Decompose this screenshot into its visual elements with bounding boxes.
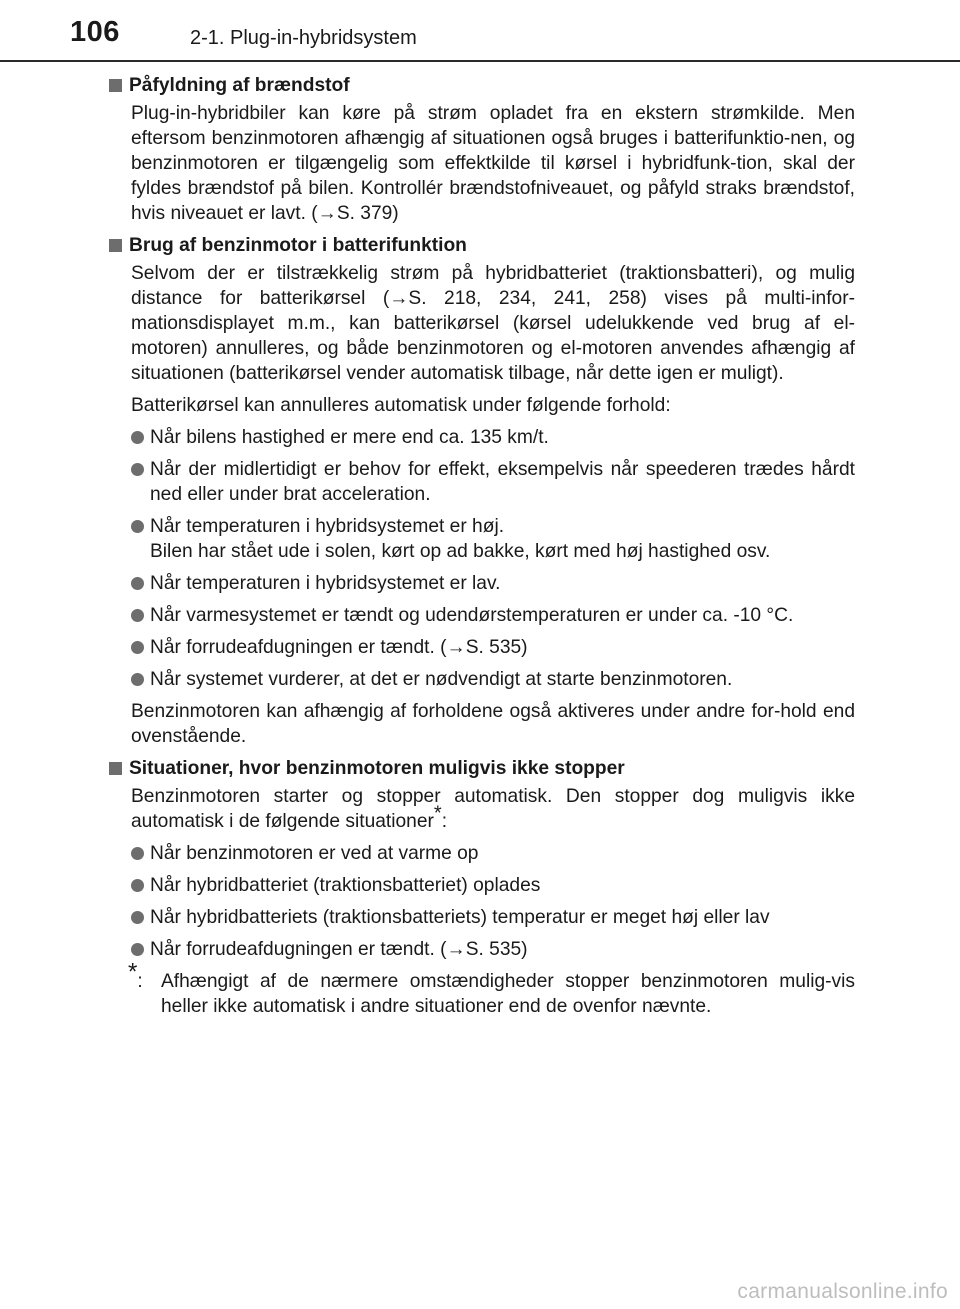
list-item [131,457,855,507]
section-engine-in-battery-mode [109,233,855,749]
asterisk-mark: * [433,802,442,825]
list-item [131,603,855,628]
circle-bullet-icon [131,431,144,444]
header-rule [0,60,960,62]
circle-bullet-icon [131,847,144,860]
list-item-text: Når systemet vurderer, at det er nødvendigt at starte benzinmotoren. [150,669,733,690]
paragraph-text: Benzinmotoren starter og stopper automatisk. Den stopper dog muligvis ikke automatisk i de følgende situationer [131,786,855,832]
footnote-colon: : [137,971,143,992]
section-heading [109,73,855,98]
circle-bullet-icon [131,641,144,654]
square-bullet-icon [109,79,122,92]
circle-bullet-icon [131,673,144,686]
section-heading [109,756,855,781]
circle-bullet-icon [131,943,144,956]
list-item-text: Når hybridbatteriet (traktionsbatteriet) oplades [150,875,541,896]
square-bullet-icon [109,762,122,775]
section-title: 2-1. Plug-in-hybridsystem [190,27,417,49]
list-item-text: Når hybridbatteriets (traktionsbatteriets) temperatur er meget høj eller lav [150,907,770,928]
list-item [131,667,855,692]
circle-bullet-icon [131,609,144,622]
paragraph: Selvom der er tilstrækkelig strøm på hybridbatteriet (traktionsbatteri), og mulig distance for batterikørsel (→S. 218, 234, 241, 258) vises på multi-infor-mationsdisplayet m.m., kan batterikørsel (kørsel udelukkende ved brug af el-motoren) annulleres, og både benzinmotoren og el-motoren anvendes afhængig af situationen (batterikørsel vender automatisk tilbage, når dette igen er muligt). [131,263,855,384]
section-heading-text: Brug af benzinmotor i batterifunktion [129,235,467,256]
circle-bullet-icon [131,911,144,924]
paragraph [131,784,855,834]
list-item [131,635,855,660]
list-item-text: Når benzinmotoren er ved at varme op [150,843,479,864]
paragraph: Batterikørsel kan annulleres automatisk under følgende forhold: [131,395,671,416]
list-item [131,841,855,866]
list-item-text: Når varmesystemet er tændt og udendørstemperaturen er under ca. -10 °C. [150,605,794,626]
paragraph: Plug-in-hybridbiler kan køre på strøm opladet fra en ekstern strømkilde. Men eftersom benzinmotoren afhængig af situationen også bruges i batterifunktio-nen, og benzinmotoren er tilgængelig som effektkilde til kørsel i hybridfunk-tion, skal der fyldes brændstof på bilen. Kontrollér brændstofniveauet, og påfyld straks brændstof, hvis niveauet er lavt. (→S. 379) [131,103,855,224]
list-item-text: Når temperaturen i hybridsystemet er lav. [150,573,501,594]
circle-bullet-icon [131,879,144,892]
section-heading-text: Situationer, hvor benzinmotoren muligvis ikke stopper [129,758,625,779]
footnote-mark [128,958,161,1019]
circle-bullet-icon [131,577,144,590]
page-number: 106 [70,16,120,48]
section-heading [109,233,855,258]
section-engine-may-not-stop [109,756,855,1019]
list-item-text [150,514,855,564]
page-header [0,0,960,62]
asterisk-mark: * [128,958,138,986]
paragraph-colon: : [441,811,448,832]
list-item [131,873,855,898]
list-item-text: Når der midlertidigt er behov for effekt, eksempelvis når speederen trædes hårdt ned eller under brat acceleration. [150,459,855,505]
list-item [131,571,855,596]
circle-bullet-icon [131,463,144,476]
list-item [131,425,855,450]
square-bullet-icon [109,239,122,252]
section-heading-text: Påfyldning af brændstof [129,75,350,96]
circle-bullet-icon [131,520,144,533]
section-refueling [109,73,855,226]
list-item-text: Når bilens hastighed er mere end ca. 135 km/t. [150,427,549,448]
list-item-text: Når forrudeafdugningen er tændt. (→S. 535) [150,939,528,960]
list-item-line: Når temperaturen i hybridsystemet er høj. [150,516,505,537]
watermark: carmanualsonline.info [737,1280,948,1303]
list-item [131,905,855,930]
list-item [131,514,855,564]
paragraph: Benzinmotoren kan afhængig af forholdene også aktiveres under andre for-hold end ovenstående. [131,701,855,747]
page-content [109,73,855,1019]
list-item [131,937,855,962]
footnote-text: Afhængigt af de nærmere omstændigheder stopper benzinmotoren mulig-vis heller ikke automatisk i andre situationer end de ovenfor nævnte. [161,971,855,1017]
list-item-subline: Bilen har stået ude i solen, kørt op ad bakke, kørt med høj hastighed osv. [150,541,771,562]
footnote [128,958,855,1019]
list-item-text: Når forrudeafdugningen er tændt. (→S. 535) [150,637,528,658]
